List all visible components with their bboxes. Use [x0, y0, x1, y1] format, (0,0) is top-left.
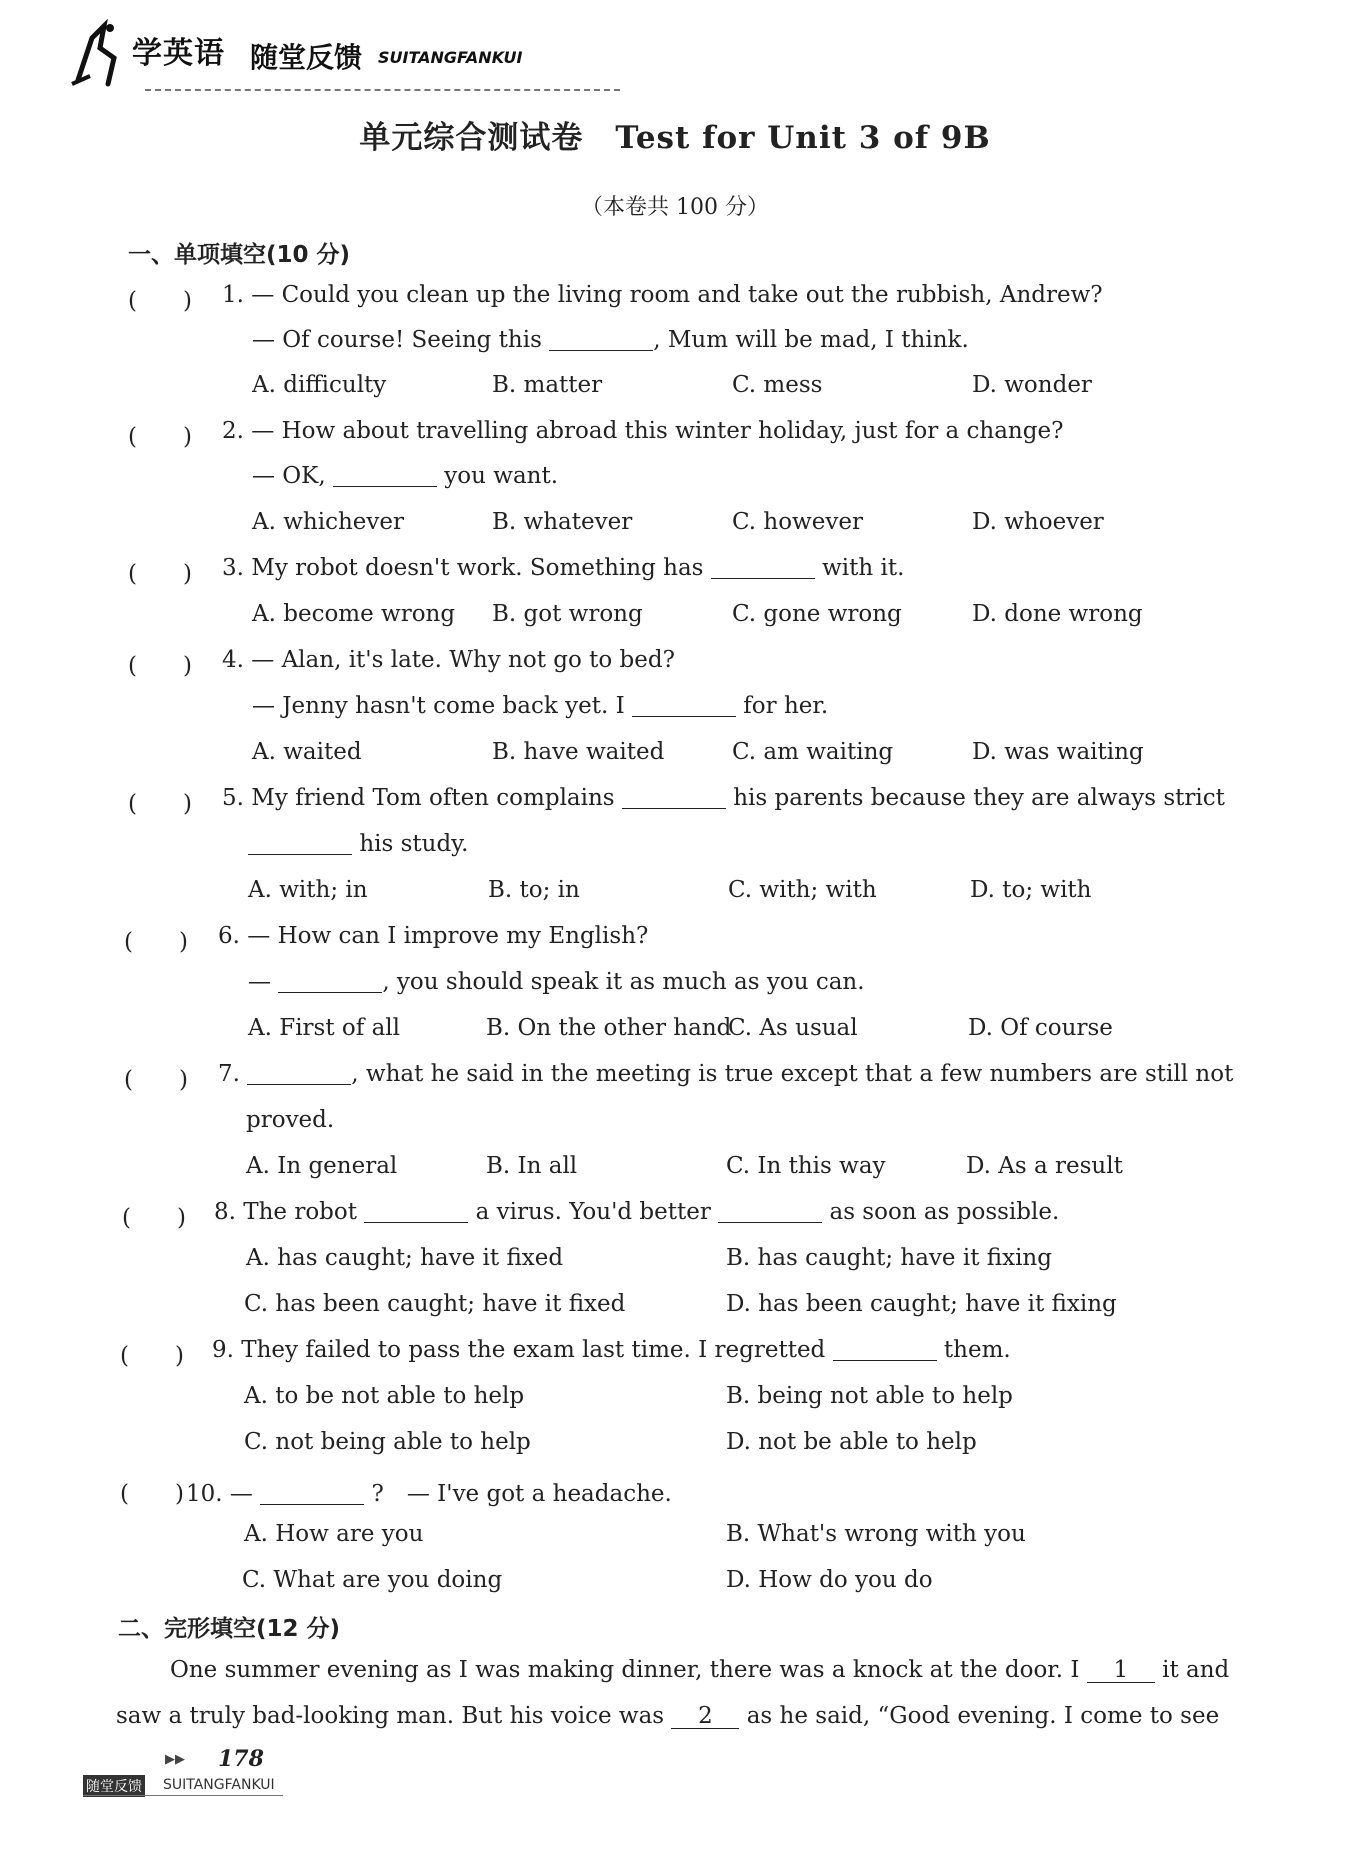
question-number: 9. — [212, 1337, 234, 1363]
option-b[interactable]: B. What's wrong with you — [726, 1521, 1026, 1547]
option-a[interactable]: A. How are you — [244, 1521, 424, 1547]
answer-blank[interactable] — [248, 834, 352, 855]
question-text — [218, 1061, 1233, 1087]
footer-badge: 随堂反馈 — [83, 1775, 145, 1797]
section-heading: 一、单项填空(10 分) — [128, 242, 351, 268]
option-a[interactable]: A. with; in — [248, 877, 368, 903]
answer-blank[interactable] — [364, 1202, 468, 1223]
question-text — [252, 327, 969, 353]
answer-blank[interactable] — [333, 466, 437, 487]
question-text — [214, 1199, 1059, 1225]
logo-title: 学英语 — [132, 36, 225, 71]
option-b[interactable]: B. to; in — [488, 877, 580, 903]
passage-line — [170, 1657, 1229, 1683]
question-line: as soon as possible. — [829, 1199, 1060, 1225]
question-text — [222, 647, 675, 673]
question-number: 5. — [222, 785, 244, 811]
page-title: 单元综合测试卷 Test for Unit 3 of 9B — [359, 120, 991, 156]
question-number: 7. — [218, 1061, 240, 1087]
footer-latin: SUITANGFANKUI — [163, 1777, 275, 1793]
option-b[interactable]: B. has caught; have it fixing — [726, 1245, 1052, 1271]
passage-line — [116, 1703, 1219, 1729]
question-line: with it. — [822, 555, 905, 581]
section-heading: 二、完形填空(12 分) — [118, 1616, 341, 1642]
answer-bracket[interactable]: ( ) — [128, 424, 192, 450]
question-line: you want. — [444, 463, 559, 489]
option-c[interactable]: C. mess — [732, 372, 823, 398]
option-d[interactable]: D. was waiting — [972, 739, 1144, 765]
option-d[interactable]: D. not be able to help — [726, 1429, 977, 1455]
answer-blank[interactable] — [247, 1064, 351, 1085]
option-c[interactable]: C. has been caught; have it fixed — [244, 1291, 626, 1317]
question-line: for her. — [743, 693, 829, 719]
question-line: , Mum will be mad, I think. — [653, 327, 969, 353]
question-line: — Of course! Seeing this — [252, 327, 542, 353]
question-line: — How about travelling abroad this winter holiday, just for a change? — [251, 418, 1064, 444]
question-text — [222, 785, 1225, 811]
option-b[interactable]: B. matter — [492, 372, 603, 398]
header-logo — [70, 18, 550, 88]
cloze-blank[interactable]: 1 — [1087, 1658, 1155, 1683]
option-c[interactable]: C. not being able to help — [244, 1429, 531, 1455]
question-text — [218, 923, 648, 949]
option-d[interactable]: D. Of course — [968, 1015, 1113, 1041]
page-number: 178 — [218, 1746, 264, 1772]
option-a[interactable]: A. whichever — [252, 509, 404, 535]
question-number: 3. — [222, 555, 244, 581]
option-b[interactable]: B. got wrong — [492, 601, 643, 627]
question-number: 6. — [218, 923, 240, 949]
option-b[interactable]: B. whatever — [492, 509, 633, 535]
cloze-blank[interactable]: 2 — [671, 1704, 739, 1729]
question-line: — Alan, it's late. Why not go to bed? — [251, 647, 675, 673]
option-c[interactable]: C. As usual — [728, 1015, 858, 1041]
option-c[interactable]: C. In this way — [726, 1153, 886, 1179]
option-a[interactable]: A. waited — [252, 739, 362, 765]
question-number: 10. — [186, 1481, 223, 1507]
option-c[interactable]: C. am waiting — [732, 739, 894, 765]
header-divider — [145, 89, 620, 91]
option-b[interactable]: B. In all — [486, 1153, 578, 1179]
answer-blank[interactable] — [833, 1340, 937, 1361]
question-line: My robot doesn't work. Something has — [251, 555, 704, 581]
answer-bracket[interactable]: ( ) — [120, 1343, 184, 1369]
question-line: — Jenny hasn't come back yet. I — [252, 693, 625, 719]
option-c[interactable]: C. gone wrong — [732, 601, 902, 627]
option-d[interactable]: D. How do you do — [726, 1567, 933, 1593]
answer-blank[interactable] — [549, 330, 653, 351]
answer-blank[interactable] — [711, 558, 815, 579]
runner-logo-icon — [70, 18, 130, 88]
option-d[interactable]: D. has been caught; have it fixing — [726, 1291, 1117, 1317]
option-a[interactable]: A. become wrong — [252, 601, 456, 627]
question-text — [252, 463, 558, 489]
answer-bracket[interactable]: ( ) — [124, 929, 188, 955]
question-number: 1. — [222, 282, 244, 308]
question-line: — — [229, 1481, 253, 1507]
double-arrow-icon: ▶▶ — [165, 1752, 185, 1767]
question-text — [252, 693, 828, 719]
answer-blank[interactable] — [278, 972, 382, 993]
option-a[interactable]: A. First of all — [248, 1015, 400, 1041]
option-a[interactable]: A. In general — [246, 1153, 398, 1179]
answer-bracket[interactable]: ( ) — [128, 561, 192, 587]
passage-text: One summer evening as I was making dinner, there was a knock at the door. I — [170, 1657, 1080, 1683]
option-d[interactable]: D. whoever — [972, 509, 1104, 535]
option-c[interactable]: C. however — [732, 509, 863, 535]
option-d[interactable]: D. As a result — [966, 1153, 1123, 1179]
answer-bracket[interactable]: ( ) — [128, 653, 192, 679]
option-d[interactable]: D. to; with — [970, 877, 1092, 903]
question-line: , what he said in the meeting is true except that a few numbers are still not — [351, 1061, 1234, 1087]
question-line: — How can I improve my English? — [247, 923, 649, 949]
option-c[interactable]: C. What are you doing — [242, 1567, 503, 1593]
answer-blank[interactable] — [260, 1484, 364, 1505]
question-line: — — [248, 969, 271, 995]
answer-bracket[interactable]: ( ) — [120, 1481, 184, 1507]
answer-bracket[interactable]: ( ) — [122, 1205, 186, 1231]
answer-bracket[interactable]: ( ) — [124, 1067, 188, 1093]
question-line: a virus. You'd better — [475, 1199, 711, 1225]
passage-text: saw a truly bad-looking man. But his voice was — [116, 1703, 665, 1729]
option-a[interactable]: A. has caught; have it fixed — [246, 1245, 564, 1271]
question-line: They failed to pass the exam last time. I regretted — [241, 1337, 826, 1363]
question-text — [212, 1337, 1011, 1363]
answer-blank[interactable] — [632, 696, 736, 717]
answer-bracket[interactable]: ( ) — [128, 288, 192, 314]
option-c[interactable]: C. with; with — [728, 877, 877, 903]
option-a[interactable]: A. to be not able to help — [244, 1383, 525, 1409]
question-text — [222, 418, 1063, 444]
question-line: My friend Tom often complains — [251, 785, 615, 811]
question-line: The robot — [243, 1199, 357, 1225]
option-a[interactable]: A. difficulty — [252, 372, 387, 398]
option-b[interactable]: B. have waited — [492, 739, 665, 765]
option-b[interactable]: B. being not able to help — [726, 1383, 1013, 1409]
question-text: proved. — [246, 1107, 335, 1133]
page-subtitle: （本卷共 100 分） — [581, 195, 769, 220]
footer-divider — [83, 1795, 283, 1796]
question-line: — OK, — [252, 463, 326, 489]
answer-blank[interactable] — [718, 1202, 822, 1223]
question-line: his study. — [359, 831, 469, 857]
option-b[interactable]: B. On the other hand — [486, 1015, 732, 1041]
option-d[interactable]: D. done wrong — [972, 601, 1143, 627]
question-text — [222, 555, 904, 581]
question-line: ? — I've got a headache. — [371, 1481, 672, 1507]
answer-bracket[interactable]: ( ) — [128, 791, 192, 817]
question-number: 4. — [222, 647, 244, 673]
logo-latin: SUITANGFANKUI — [378, 48, 523, 67]
question-text — [248, 831, 468, 857]
question-text — [186, 1475, 672, 1508]
passage-text: it and — [1162, 1657, 1230, 1683]
answer-blank[interactable] — [622, 788, 726, 809]
question-text — [222, 282, 1103, 308]
question-line: — Could you clean up the living room and take out the rubbish, Andrew? — [251, 282, 1103, 308]
logo-subtitle: 随堂反馈 — [250, 41, 363, 74]
question-line: , you should speak it as much as you can. — [382, 969, 865, 995]
question-text — [248, 969, 865, 995]
question-number: 2. — [222, 418, 244, 444]
option-d[interactable]: D. wonder — [972, 372, 1092, 398]
passage-text: as he said, “Good evening. I come to see — [746, 1703, 1220, 1729]
question-number: 8. — [214, 1199, 236, 1225]
question-line: his parents because they are always strict — [733, 785, 1225, 811]
question-line: them. — [943, 1337, 1011, 1363]
